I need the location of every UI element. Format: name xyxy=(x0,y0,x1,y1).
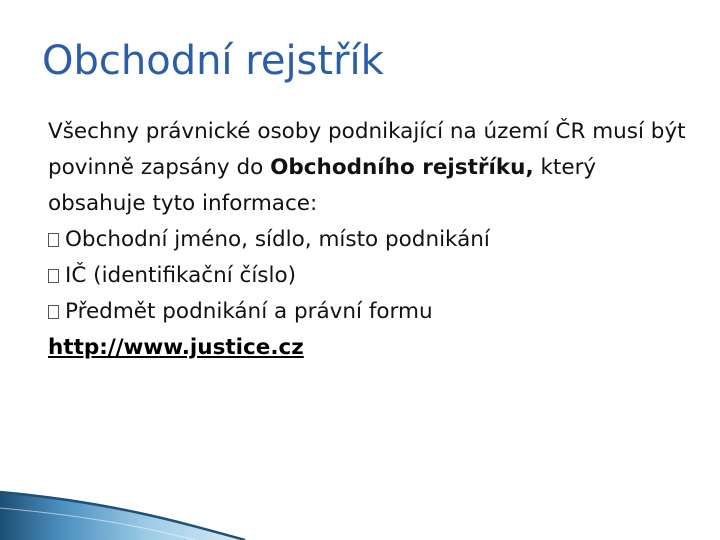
bullet-item-subject xyxy=(48,294,688,330)
bullet-text: Obchodní jméno, sídlo, místo podnikání xyxy=(65,227,490,252)
bullet-text: IČ (identifikační číslo) xyxy=(65,263,297,288)
intro-text-2: který obsahuje tyto informace: xyxy=(48,155,597,216)
link-line xyxy=(48,330,688,366)
swoosh-band xyxy=(0,492,245,540)
intro-text-1: Všechny právnické osoby podnikající na území ČR musí být povinně zapsány do xyxy=(48,119,686,180)
checkbox-bullet-icon xyxy=(48,269,59,283)
intro-bold-text: Obchodního rejstříku, xyxy=(270,155,534,180)
bullet-text: Předmět podnikání a právní formu xyxy=(65,299,433,324)
checkbox-bullet-icon xyxy=(48,233,59,247)
slide-title: Obchodní rejstřík xyxy=(42,38,384,84)
justice-link[interactable]: http://www.justice.cz xyxy=(48,335,304,360)
slide-body xyxy=(48,114,688,366)
bullet-item-ic xyxy=(48,258,688,294)
bullet-item-name xyxy=(48,222,688,258)
checkbox-bullet-icon xyxy=(48,305,59,319)
decorative-swoosh xyxy=(0,440,720,540)
intro-paragraph xyxy=(48,114,688,222)
